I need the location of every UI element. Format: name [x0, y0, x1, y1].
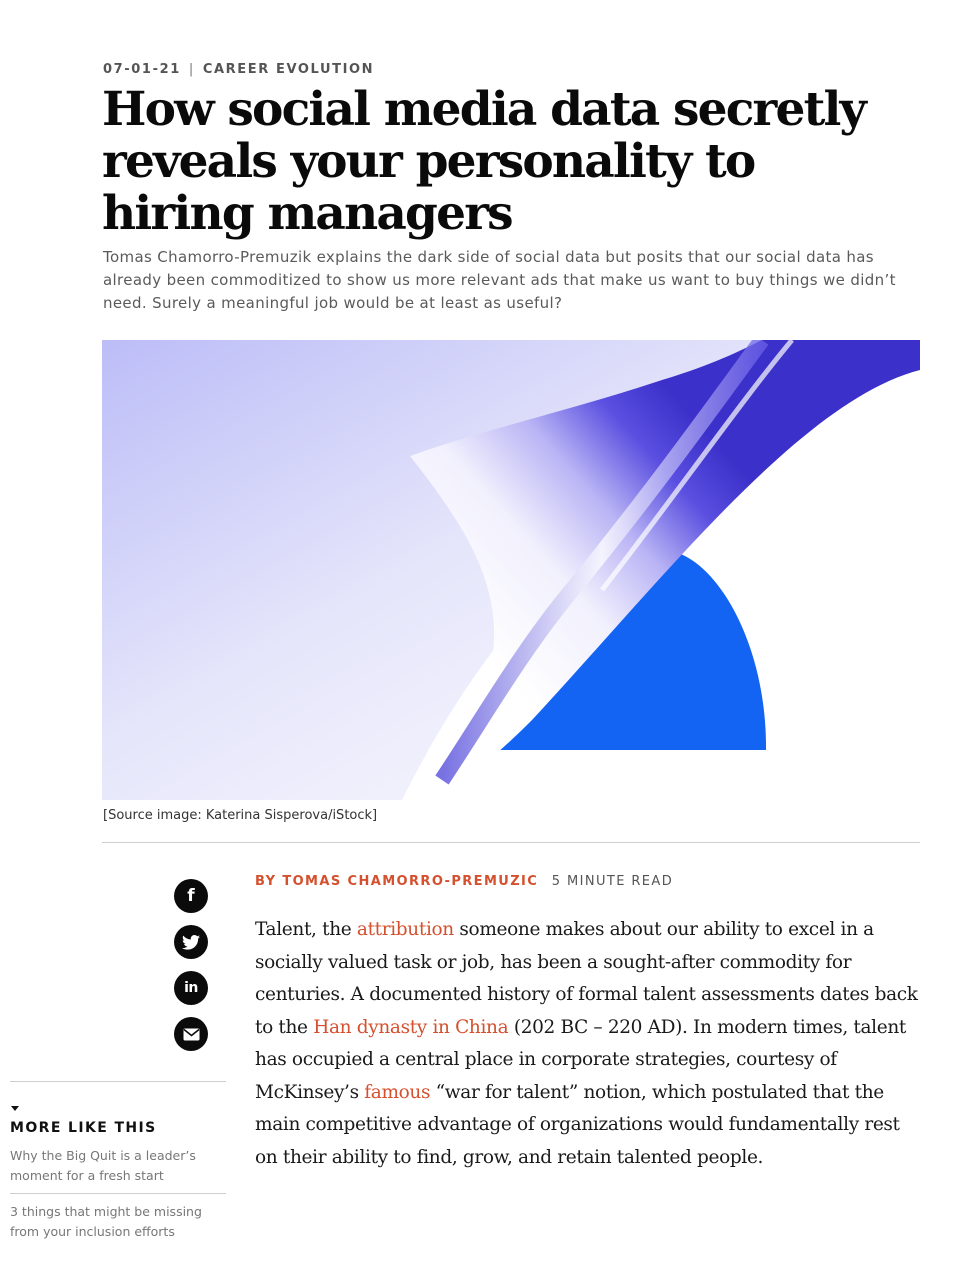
body-text-segment: Talent, the [255, 919, 357, 940]
author-link[interactable]: BY TOMAS CHAMORRO-PREMUZIC [255, 874, 539, 889]
email-icon [183, 1028, 200, 1041]
divider [102, 842, 920, 843]
twitter-icon [182, 935, 200, 950]
han-dynasty-link[interactable]: Han dynasty in China [313, 1016, 509, 1038]
image-caption: [Source image: Katerina Sisperova/iStock] [103, 808, 378, 823]
hero-image [102, 340, 920, 800]
article-category-link[interactable]: CAREER EVOLUTION [202, 62, 375, 77]
article-meta [103, 62, 374, 77]
share-facebook-button[interactable] [174, 879, 208, 913]
caret-down-icon [11, 1106, 19, 1111]
facebook-icon: f [187, 885, 195, 906]
famous-link[interactable]: famous [364, 1081, 431, 1103]
article-body-paragraph [255, 914, 920, 1174]
attribution-link[interactable]: attribution [356, 919, 454, 940]
body-text-segment: “war for talent” notion, which postulated that the main competitive advantage of organizations would fundamentally rest on their ability to find, grow, and retain talented people. [255, 1081, 900, 1168]
more-like-this-title: MORE LIKE THIS [10, 1120, 157, 1136]
body-text-segment: someone makes about our ability to excel in a socially valued task or job, has been a sought-after commodity for centuries. A documented history of formal talent assessments dates back to the [255, 919, 918, 1038]
article-date: 07-01-21 [103, 62, 181, 77]
byline [255, 874, 673, 889]
share-linkedin-button[interactable] [174, 971, 208, 1005]
share-email-button[interactable] [174, 1017, 208, 1051]
more-like-this-item[interactable]: Why the Big Quit is a leader’s moment for a fresh start [10, 1148, 196, 1183]
sidebar-rule [10, 1081, 226, 1082]
meta-separator: | [188, 62, 195, 77]
share-twitter-button[interactable] [174, 925, 208, 959]
linkedin-icon: in [184, 980, 198, 996]
read-time: 5 MINUTE READ [551, 874, 674, 889]
article-dek: Tomas Chamorro-Premuzik explains the dark side of social data but posits that our social data has already been commoditized to show us more relevant ads that make us want to buy things we didn’t need. Surely a meaningful job would be at least as useful? [103, 248, 896, 312]
body-text-segment: (202 BC – 220 AD). In modern times, talent has occupied a central place in corporate strategies, courtesy of McKinsey’s [255, 1016, 906, 1103]
article-headline: How social media data secretly reveals your personality to hiring managers [102, 82, 866, 241]
more-like-this-item[interactable]: 3 things that might be missing from your inclusion efforts [10, 1204, 202, 1239]
sidebar-rule [10, 1193, 226, 1194]
